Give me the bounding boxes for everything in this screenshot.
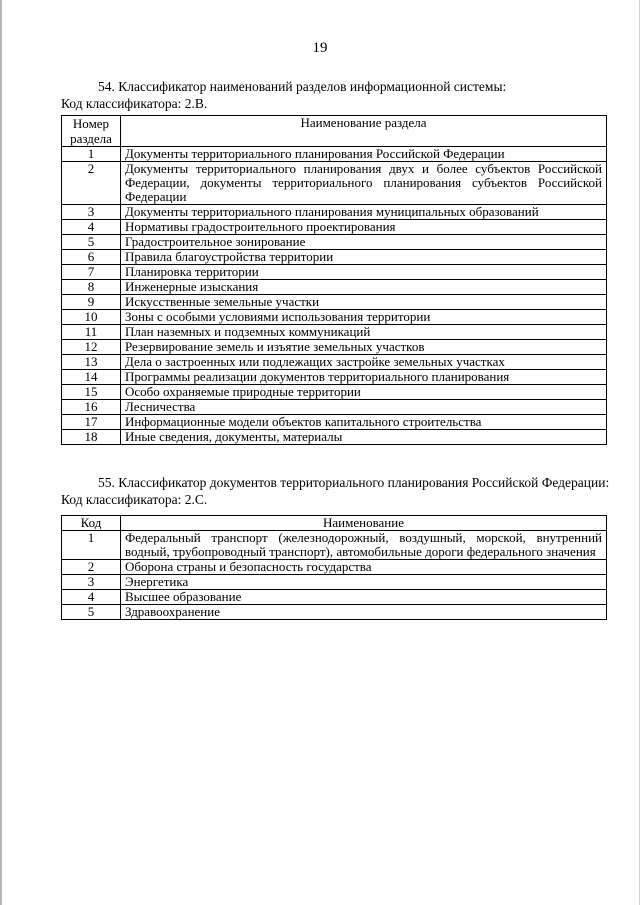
row-name: Федеральный транспорт (железнодорожный, воздушный, морской, внутренний водный, трубопроводный транспорт), автомобильные дороги федерального значения [121, 531, 607, 560]
row-name: Энергетика [121, 575, 607, 590]
header-name: Наименование раздела [121, 116, 607, 147]
table-header-row [62, 116, 607, 147]
row-name: Здравоохранение [121, 605, 607, 620]
page-number: 19 [312, 40, 328, 56]
section-54-table [61, 115, 607, 445]
header-name: Наименование [121, 516, 607, 531]
table-row [62, 400, 607, 415]
row-name: Планировка территории [121, 265, 607, 280]
table-row [62, 295, 607, 310]
row-number: 9 [62, 295, 121, 310]
row-number: 12 [62, 340, 121, 355]
row-name: Особо охраняемые природные территории [121, 385, 607, 400]
row-number: 3 [62, 205, 121, 220]
row-number: 16 [62, 400, 121, 415]
row-number: 5 [62, 235, 121, 250]
table-row [62, 531, 607, 560]
table-row [62, 560, 607, 575]
row-name: Искусственные земельные участки [121, 295, 607, 310]
row-number: 1 [62, 531, 121, 560]
table-row [62, 355, 607, 370]
section-55-heading [61, 474, 609, 508]
table-row [62, 385, 607, 400]
header-code: Код [62, 516, 121, 531]
table-row [62, 162, 607, 205]
row-number: 2 [62, 162, 121, 205]
row-name: Дела о застроенных или подлежащих застройке земельных участках [121, 355, 607, 370]
row-name: Документы территориального планирования муниципальных образований [121, 205, 607, 220]
section-54-title: 54. Классификатор наименований разделов информационной системы: [98, 79, 507, 94]
table-row [62, 325, 607, 340]
table-header-row [62, 516, 607, 531]
section-55-code: Код классификатора: 2.С. [61, 492, 208, 507]
section-54-heading [61, 78, 506, 112]
row-number: 3 [62, 575, 121, 590]
row-name: Программы реализации документов территориального планирования [121, 370, 607, 385]
row-number: 14 [62, 370, 121, 385]
row-number: 13 [62, 355, 121, 370]
page-edge-left [0, 0, 2, 905]
table-row [62, 250, 607, 265]
row-number: 15 [62, 385, 121, 400]
header-number: Номер раздела [62, 116, 121, 147]
row-name: Градостроительное зонирование [121, 235, 607, 250]
row-name: Документы территориального планирования Российской Федерации [121, 147, 607, 162]
row-number: 1 [62, 147, 121, 162]
section-55-title: 55. Классификатор документов территориального планирования Российской Федерации: [98, 475, 610, 490]
row-name: Информационные модели объектов капитального строительства [121, 415, 607, 430]
row-name: Правила благоустройства территории [121, 250, 607, 265]
row-number: 11 [62, 325, 121, 340]
table-row [62, 310, 607, 325]
row-number: 17 [62, 415, 121, 430]
row-name: Документы территориального планирования двух и более субъектов Российской Федерации, документы территориального планирования субъектов Российской Федерации [121, 162, 607, 205]
row-name: Зоны с особыми условиями использования территории [121, 310, 607, 325]
table-row [62, 340, 607, 355]
table-row [62, 370, 607, 385]
table-row [62, 220, 607, 235]
table-row [62, 590, 607, 605]
row-number: 5 [62, 605, 121, 620]
section-55-table [61, 515, 607, 620]
row-name: Инженерные изыскания [121, 280, 607, 295]
row-name: Оборона страны и безопасность государства [121, 560, 607, 575]
row-number: 2 [62, 560, 121, 575]
table-row [62, 235, 607, 250]
row-number: 6 [62, 250, 121, 265]
table-row [62, 575, 607, 590]
table-row [62, 147, 607, 162]
row-number: 10 [62, 310, 121, 325]
row-name: План наземных и подземных коммуникаций [121, 325, 607, 340]
table-row [62, 415, 607, 430]
row-name: Резервирование земель и изъятие земельных участков [121, 340, 607, 355]
row-number: 4 [62, 220, 121, 235]
row-number: 18 [62, 430, 121, 445]
row-number: 4 [62, 590, 121, 605]
row-name: Иные сведения, документы, материалы [121, 430, 607, 445]
table-row [62, 430, 607, 445]
row-name: Высшее образование [121, 590, 607, 605]
row-number: 8 [62, 280, 121, 295]
table-row [62, 605, 607, 620]
section-54-code: Код классификатора: 2.В. [61, 96, 208, 111]
table-row [62, 280, 607, 295]
table-row [62, 265, 607, 280]
table-row [62, 205, 607, 220]
row-number: 7 [62, 265, 121, 280]
row-name: Лесничества [121, 400, 607, 415]
row-name: Нормативы градостроительного проектирования [121, 220, 607, 235]
